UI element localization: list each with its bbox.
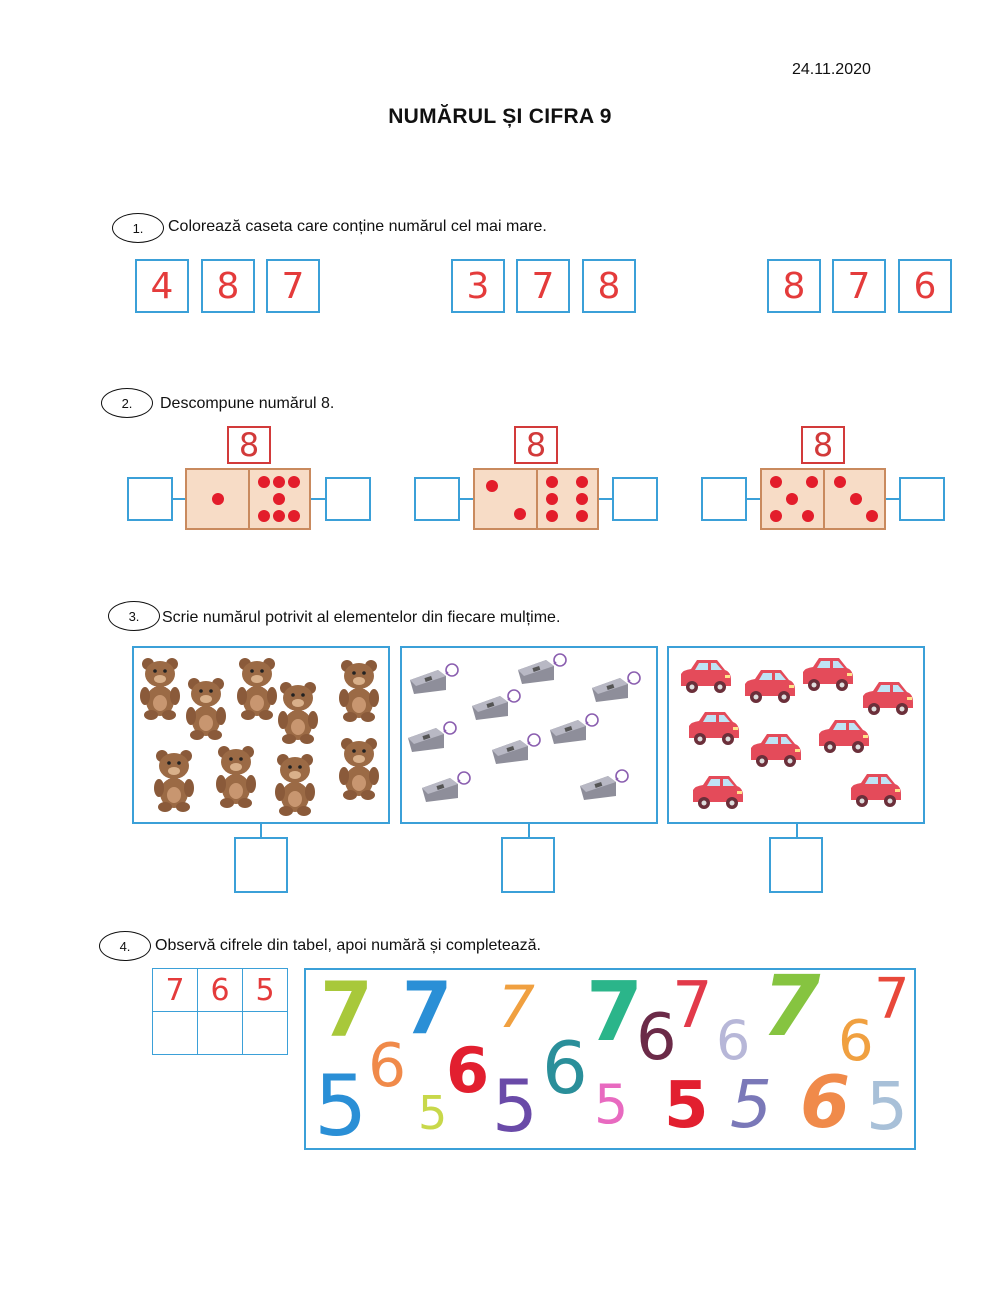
ex1-box[interactable]: 6 xyxy=(898,259,952,313)
answer-box[interactable] xyxy=(234,837,288,893)
connector-line xyxy=(796,824,798,838)
page-title: NUMĂRUL ȘI CIFRA 9 xyxy=(388,105,612,128)
table-answer-cell[interactable] xyxy=(243,1012,288,1055)
digit: 7 xyxy=(402,966,453,1050)
domino xyxy=(473,468,599,530)
whistle-icon xyxy=(422,772,470,802)
ex1-box[interactable]: 7 xyxy=(832,259,886,313)
whistle-icon xyxy=(472,690,520,720)
connector-line xyxy=(311,498,326,500)
whistle-icon xyxy=(550,714,598,744)
digit: 6 xyxy=(636,1001,677,1075)
answer-box-right[interactable] xyxy=(612,477,658,521)
car-icon xyxy=(751,734,801,767)
table-header-cell: 7 xyxy=(153,969,198,1012)
digit: 5 xyxy=(418,1086,448,1140)
connector-line xyxy=(260,824,262,838)
ex1-box[interactable]: 8 xyxy=(201,259,255,313)
exercise-3-instruction: Scrie numărul potrivit al elementelor din fiecare mulțime. xyxy=(162,609,561,626)
teddy-bears-group xyxy=(134,648,388,822)
exercise-2-instruction: Descompune numărul 8. xyxy=(160,395,335,412)
digit: 5 xyxy=(594,1073,629,1136)
digit: 5 xyxy=(866,1068,908,1145)
teddy-bear-icon xyxy=(140,658,180,720)
digit: 5 xyxy=(314,1057,368,1155)
table-answer-cell[interactable] xyxy=(153,1012,198,1055)
ex1-box[interactable]: 7 xyxy=(266,259,320,313)
date: 24.11.2020 xyxy=(792,61,871,78)
whistle-icon xyxy=(408,722,456,752)
answer-box-left[interactable] xyxy=(127,477,173,521)
digit: 5 xyxy=(730,1066,772,1143)
target-number-box: 8 xyxy=(801,426,845,464)
digit: 7 xyxy=(498,973,535,1041)
digit: 7 xyxy=(874,967,910,1032)
digit: 6 xyxy=(542,1026,588,1110)
teddy-bear-icon xyxy=(275,754,315,816)
teddy-bear-icon xyxy=(278,682,318,744)
table-answer-cell[interactable] xyxy=(198,1012,243,1055)
car-icon xyxy=(803,658,853,691)
domino xyxy=(760,468,886,530)
exercise-4-number: 4. xyxy=(99,931,151,961)
whistle-icon xyxy=(492,734,540,764)
count-table xyxy=(152,968,288,1055)
car-icon xyxy=(745,670,795,703)
answer-box-right[interactable] xyxy=(325,477,371,521)
answer-box-left[interactable] xyxy=(701,477,747,521)
answer-box-right[interactable] xyxy=(899,477,945,521)
ex1-box[interactable]: 4 xyxy=(135,259,189,313)
table-header-cell: 5 xyxy=(243,969,288,1012)
answer-box[interactable] xyxy=(501,837,555,893)
digit: 7 xyxy=(672,969,713,1043)
domino xyxy=(185,468,311,530)
connector-line xyxy=(886,498,900,500)
set-cars xyxy=(667,646,925,824)
target-number-box: 8 xyxy=(514,426,558,464)
teddy-bear-icon xyxy=(339,738,379,800)
digit: 6 xyxy=(838,1009,874,1074)
connector-line xyxy=(528,824,530,838)
target-number-box: 8 xyxy=(227,426,271,464)
set-teddy-bears xyxy=(132,646,390,824)
digit: 6 xyxy=(716,1009,751,1072)
digit: 7 xyxy=(320,965,373,1054)
teddy-bear-icon xyxy=(339,660,379,722)
digits-panel xyxy=(304,957,916,1155)
digit: 6 xyxy=(368,1031,407,1101)
table-header-cell: 6 xyxy=(198,969,243,1012)
whistle-icon xyxy=(592,672,640,702)
whistle-icon xyxy=(580,770,628,800)
digit: 7 xyxy=(586,965,644,1060)
connector-line xyxy=(599,498,613,500)
answer-box-left[interactable] xyxy=(414,477,460,521)
digit: 6 xyxy=(446,1034,490,1107)
ex1-box[interactable]: 8 xyxy=(582,259,636,313)
ex1-box[interactable]: 7 xyxy=(516,259,570,313)
exercise-4-instruction: Observă cifrele din tabel, apoi numără și completează. xyxy=(155,937,541,954)
cars-group xyxy=(669,648,923,822)
exercise-1-number: 1. xyxy=(112,213,164,243)
teddy-bear-icon xyxy=(154,750,194,812)
car-icon xyxy=(819,720,869,753)
whistles-group xyxy=(402,648,656,822)
car-icon xyxy=(681,660,731,693)
digit: 5 xyxy=(664,1069,709,1143)
digit: 6 xyxy=(800,1060,851,1144)
whistle-icon xyxy=(518,654,566,684)
teddy-bear-icon xyxy=(186,678,226,740)
car-icon xyxy=(863,682,913,715)
answer-box[interactable] xyxy=(769,837,823,893)
ex1-box[interactable]: 3 xyxy=(451,259,505,313)
car-icon xyxy=(693,776,743,809)
ex1-box[interactable]: 8 xyxy=(767,259,821,313)
connector-line xyxy=(460,498,474,500)
exercise-1-instruction: Colorează caseta care conține numărul cel mai mare. xyxy=(168,218,547,235)
teddy-bear-icon xyxy=(216,746,256,808)
whistle-icon xyxy=(410,664,458,694)
car-icon xyxy=(689,712,739,745)
teddy-bear-icon xyxy=(237,658,277,720)
set-whistles xyxy=(400,646,658,824)
exercise-2-number: 2. xyxy=(101,388,153,418)
car-icon xyxy=(851,774,901,807)
digit: 5 xyxy=(492,1064,538,1148)
digit: 7 xyxy=(762,957,821,1055)
exercise-3-number: 3. xyxy=(108,601,160,631)
connector-line xyxy=(747,498,761,500)
